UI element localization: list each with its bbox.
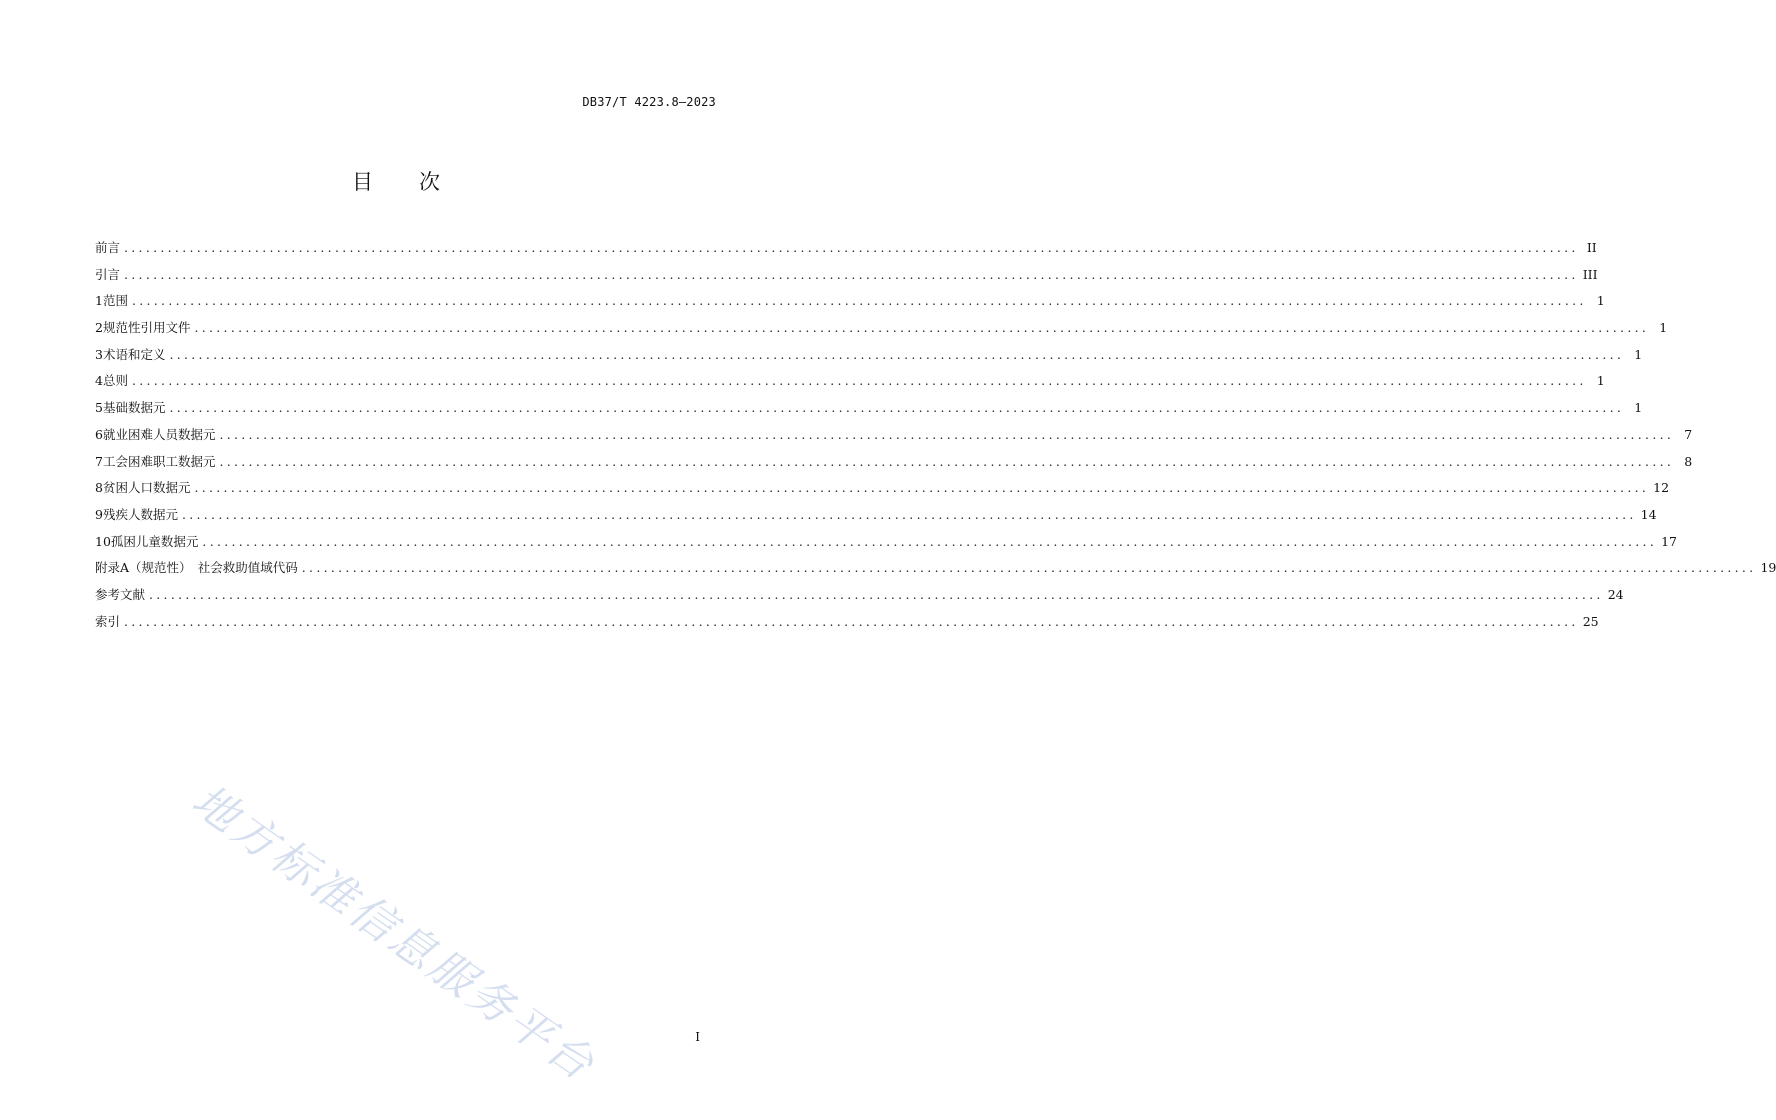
toc-entry-label: 范围 (102, 293, 128, 309)
document-id: DB37/T 4223.8—2023 (582, 95, 716, 109)
toc-entry-number: 1 (95, 293, 103, 309)
toc-entry[interactable] (95, 505, 1657, 532)
toc-entry[interactable] (95, 532, 1678, 559)
toc-entry-page: 25 (1582, 613, 1599, 629)
title-char-1: 目 (352, 170, 373, 194)
toc-leader-dots: ........................................................................................................................................................................................................ (131, 373, 1587, 389)
toc-entry-number: 5 (95, 400, 103, 416)
toc-entry[interactable] (95, 585, 1624, 612)
toc-leader-dots: ........................................................................................................................................................................................................ (194, 320, 1650, 336)
toc-entry-page: 19 (1760, 560, 1776, 576)
toc-leader-dots: ........................................................................................................................................................................................................ (181, 506, 1637, 522)
toc-leader-dots: ........................................................................................................................................................................................................ (169, 346, 1625, 362)
toc-entry[interactable] (95, 318, 1668, 345)
toc-entry-label: 引言 (95, 266, 121, 282)
toc-entry[interactable] (95, 425, 1693, 452)
toc-leader-dots: ........................................................................................................................................................................................................ (149, 586, 1604, 602)
title-char-2: 次 (419, 170, 440, 194)
toc-entry[interactable] (95, 345, 1643, 372)
toc-entry[interactable] (95, 291, 1605, 318)
page-title (0, 166, 792, 196)
toc-entry-page: 12 (1653, 480, 1670, 496)
toc-entry[interactable] (95, 452, 1693, 479)
toc-entry-page: 17 (1661, 533, 1678, 549)
toc-leader-dots: ........................................................................................................................................................................................................ (219, 453, 1675, 469)
toc-leader-dots: ........................................................................................................................................................................................................ (124, 266, 1579, 282)
toc-entry-number: 9 (95, 506, 103, 522)
toc-entry-label: 就业困难人员数据元 (102, 426, 216, 442)
toc-entry-page: II (1586, 240, 1597, 255)
toc-leader-dots: ........................................................................................................................................................................................................ (202, 533, 1658, 549)
toc-entry-label: 总则 (102, 373, 128, 389)
toc-entry[interactable] (95, 478, 1670, 505)
toc-entry-page: 7 (1684, 426, 1693, 442)
toc-entry-page: 8 (1684, 453, 1693, 469)
toc-entry-page: 14 (1640, 506, 1657, 522)
toc-entry-page: 1 (1634, 400, 1643, 416)
toc-entry-label: 附录A（规范性） 社会救助值域代码 (95, 560, 298, 576)
toc-entry-label: 贫困人口数据元 (102, 480, 191, 496)
toc-leader-dots: ........................................................................................................................................................................................................ (124, 613, 1579, 629)
toc-entry-page: 1 (1596, 373, 1605, 389)
toc-entry-page: 24 (1607, 586, 1624, 602)
toc-entry-page: 1 (1659, 320, 1668, 336)
toc-entry-number: 6 (95, 426, 103, 442)
toc-entry-label: 参考文献 (95, 586, 146, 602)
toc-leader-dots: ........................................................................................................................................................................................................ (194, 480, 1650, 496)
toc-leader-dots: ........................................................................................................................................................................................................ (301, 560, 1757, 576)
toc-entry-label: 工会困难职工数据元 (102, 453, 216, 469)
toc-entry-number: 10 (95, 533, 111, 549)
toc-entry-label: 规范性引用文件 (102, 320, 191, 336)
toc-entry-number: 7 (95, 453, 103, 469)
toc-leader-dots: ........................................................................................................................................................................................................ (131, 293, 1587, 309)
watermark: 地方标准信息服务平台 (182, 774, 606, 1092)
toc-entry-label: 基础数据元 (102, 400, 166, 416)
toc-entry-number: 8 (95, 480, 103, 496)
table-of-contents (95, 238, 1776, 638)
toc-entry-number: 3 (95, 346, 103, 362)
page-number: I (695, 1030, 700, 1044)
toc-entry[interactable] (95, 558, 1776, 585)
toc-entry-label: 术语和定义 (102, 346, 166, 362)
toc-leader-dots: ........................................................................................................................................................................................................ (124, 240, 1579, 255)
toc-entry-label: 索引 (95, 613, 121, 629)
toc-leader-dots: ........................................................................................................................................................................................................ (169, 400, 1625, 416)
toc-entry-page: 1 (1634, 346, 1643, 362)
toc-entry[interactable] (95, 398, 1643, 425)
toc-entry-label: 前言 (95, 240, 121, 255)
toc-entry-page: III (1582, 266, 1598, 282)
toc-entry-page: 1 (1596, 293, 1605, 309)
toc-entry-label: 孤困儿童数据元 (110, 533, 199, 549)
toc-entry[interactable] (95, 238, 1597, 265)
toc-entry[interactable] (95, 612, 1599, 639)
toc-entry-number: 2 (95, 320, 103, 336)
toc-entry[interactable] (95, 265, 1598, 292)
toc-entry-number: 4 (95, 373, 103, 389)
toc-leader-dots: ........................................................................................................................................................................................................ (219, 426, 1675, 442)
toc-entry[interactable] (95, 371, 1605, 398)
toc-entry-label: 残疾人数据元 (102, 506, 178, 522)
